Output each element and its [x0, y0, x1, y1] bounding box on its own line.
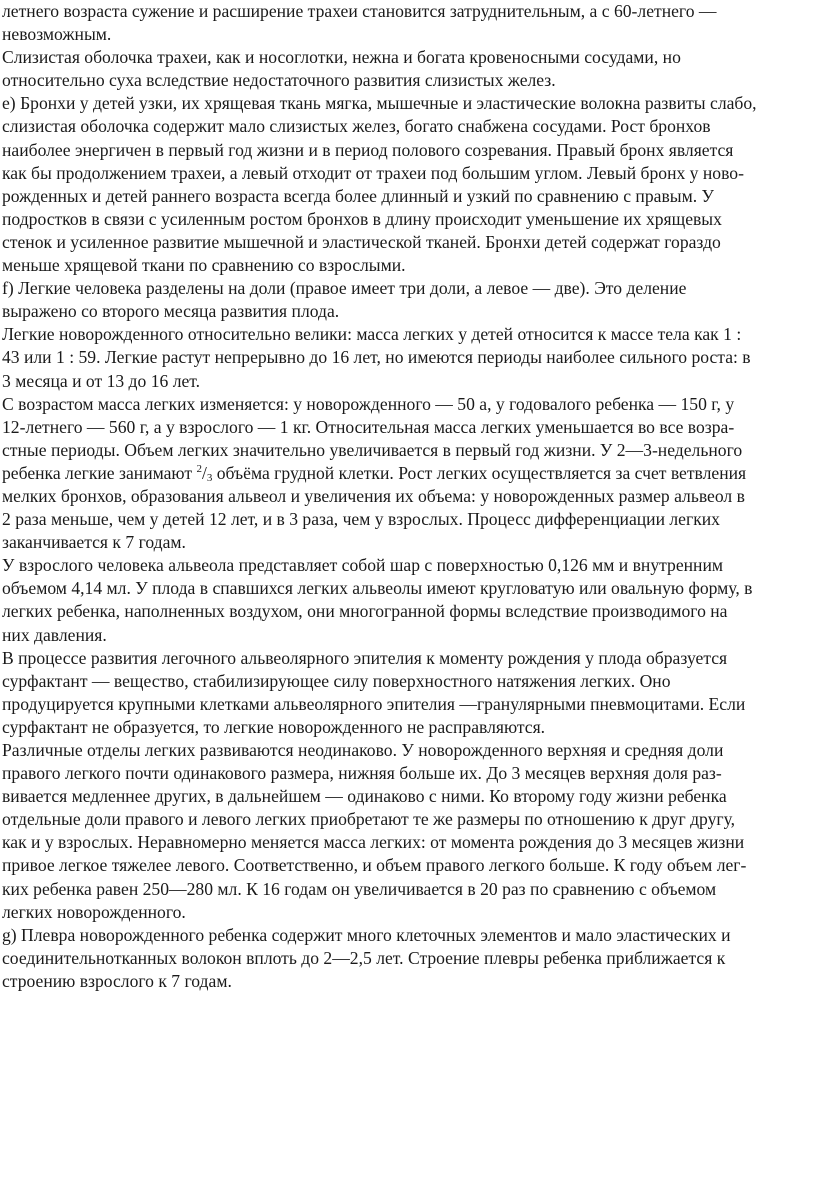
- paragraph-lungs-mass-age: [2, 393, 814, 555]
- text-line: них давления.: [2, 624, 107, 645]
- text-line: В процессе развития легочного альвеолярного эпителия к моменту рождения у плода образуется: [2, 647, 728, 668]
- text-line: 43 или 1 : 59. Легкие растут непрерывно до 16 лет, но имеются периоды наиболее сильного роста: в: [2, 347, 751, 368]
- paragraph-lungs-lobes: [2, 277, 814, 323]
- text-line: стные периоды. Объем легких значительно увеличивается в первый год жизни. У 2—3-недельного: [2, 439, 743, 460]
- text-line: Легкие новорожденного относительно велики: масса легких у детей относится к массе тела как 1 :: [2, 324, 742, 345]
- text-line: строению взрослого к 7 годам.: [2, 970, 232, 991]
- text-line: рожденных и детей раннего возраста всегда более длинный и узкий по сравнению с правым. У: [2, 185, 714, 206]
- text-line: отдельные доли правого и левого легких приобретают те же размеры по отношению к друг другу,: [2, 809, 736, 830]
- text-line: e) Бронхи у детей узки, их хрящевая ткань мягка, мышечные и эластические волокна развиты слабо,: [2, 93, 757, 114]
- text-line: правого легкого почти одинакового размера, нижняя больше их. До 3 месяцев верхняя доля раз-: [2, 763, 722, 784]
- text-line: У взрослого человека альвеола представляет собой шар с поверхностью 0,126 мм и внутренним: [2, 555, 724, 576]
- text-line: объемом 4,14 мл. У плода в спавшихся легких альвеолы имеют кругловатую или овальную форму, в: [2, 578, 753, 599]
- text-line: привое легкое тяжелее левого. Соответственно, и объем правого легкого больше. К году объем лег-: [2, 855, 747, 876]
- paragraph-lungs-mass-ratio: [2, 323, 814, 392]
- text-line: слизистая оболочка содержит мало слизистых желез, богато снабжена сосудами. Рост бронхов: [2, 116, 711, 137]
- text-line: как и у взрослых. Неравномерно меняется масса легких: от момента рождения до 3 месяцев жизни: [2, 832, 745, 853]
- text-line: сурфактант не образуется, то легкие новорожденного не расправляются.: [2, 716, 546, 737]
- text-line: С возрастом масса легких изменяется: у новорожденного — 50 а, у годовалого ребенка — 150 г, у: [2, 393, 735, 414]
- text-line: 12-летнего — 560 г, а у взрослого — 1 кг. Относительная масса легких уменьшается во все возра-: [2, 416, 735, 437]
- text-line: вивается медленнее других, в дальнейшем — одинаково с ними. Ко второму году жизни ребенка: [2, 786, 727, 807]
- text-line: подростков в связи с усиленным ростом бронхов в длину происходит уменьшение их хрящевых: [2, 208, 722, 229]
- text-segment: объёма грудной клетки. Рост легких осуществляется за счет ветвления: [212, 462, 747, 483]
- text-line: меньше хрящевой ткани по сравнению со взрослыми.: [2, 255, 406, 276]
- text-line: невозможным.: [2, 24, 112, 45]
- text-line: относительно суха вследствие недостаточного развития слизистых желез.: [2, 70, 556, 91]
- text-line: [2, 462, 814, 485]
- text-line: ких ребенка равен 250—280 мл. К 16 годам он увеличивается в 20 раз по сравнению с объемом: [2, 878, 717, 899]
- paragraph-lung-parts: [2, 739, 814, 924]
- text-line: соединительнотканных волокон вплоть до 2—2,5 лет. Строение плевры ребенка приближается к: [2, 947, 726, 968]
- paragraph-surfactant: [2, 647, 814, 739]
- text-line: продуцируется крупными клетками альвеолярного эпителия —гранулярными пневмоцитами. Если: [2, 693, 746, 714]
- text-line: летнего возраста сужение и расширение трахеи становится затруднительным, а с 60-летнего —: [2, 1, 717, 21]
- text-line: легких новорожденного.: [2, 901, 186, 922]
- document-page: [2, 0, 814, 993]
- fraction: [196, 463, 212, 483]
- text-line: 3 месяца и от 13 до 16 лет.: [2, 370, 201, 391]
- text-line: Слизистая оболочка трахеи, как и носоглотки, нежна и богата кровеносными сосудами, но: [2, 47, 681, 68]
- fraction-denominator: 3: [206, 471, 213, 484]
- text-segment: ребенка легкие занимают: [2, 462, 197, 483]
- paragraph-trachea-mucosa: [2, 46, 814, 92]
- text-line: стенок и усиленное развитие мышечной и эластической тканей. Бронхи детей содержат гораздо: [2, 231, 721, 252]
- fraction-numerator: 2: [196, 462, 202, 475]
- text-line: легких ребенка, наполненных воздухом, они многогранной формы вследствие производимого на: [2, 601, 728, 622]
- text-line: заканчивается к 7 годам.: [2, 532, 186, 553]
- text-line: f) Легкие человека разделены на доли (правое имеет три доли, а левое — две). Это деление: [2, 278, 687, 299]
- text-line: сурфактант — вещество, стабилизирующее силу поверхностного натяжения легких. Оно: [2, 670, 671, 691]
- fraction-slash: /: [201, 462, 207, 483]
- text-line: g) Плевра новорожденного ребенка содержит много клеточных элементов и мало эластических и: [2, 924, 731, 945]
- paragraph-trachea-end: [2, 0, 814, 46]
- text-line: как бы продолжением трахеи, а левый отходит от трахеи под большим углом. Левый бронх у ново-: [2, 162, 744, 183]
- text-line: наиболее энергичен в первый год жизни и в период полового созревания. Правый бронх является: [2, 139, 734, 160]
- paragraph-bronchi: [2, 92, 814, 277]
- paragraph-alveoli: [2, 554, 814, 646]
- text-line: 2 раза меньше, чем у детей 12 лет, и в 3 раза, чем у взрослых. Процесс дифференциации легких: [2, 509, 720, 530]
- text-line: Различные отделы легких развиваются неодинаково. У новорожденного верхняя и средняя доли: [2, 740, 724, 760]
- text-line: выражено со второго месяца развития плода.: [2, 301, 340, 322]
- text-line: мелких бронхов, образования альвеол и увеличения их объема: у новорожденных размер альвеол в: [2, 485, 745, 506]
- paragraph-pleura: [2, 924, 814, 993]
